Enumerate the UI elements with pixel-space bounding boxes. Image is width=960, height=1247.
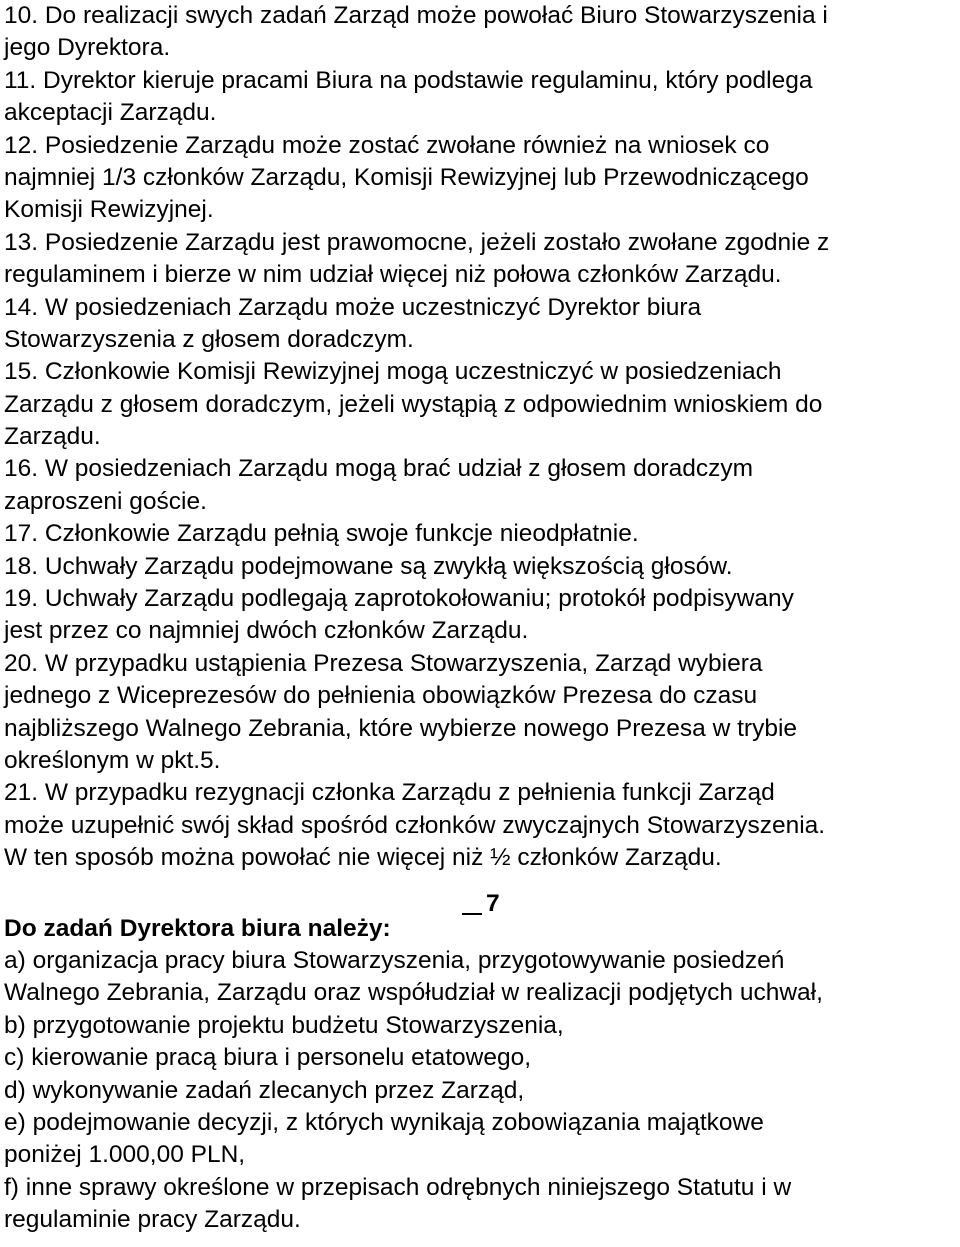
duty-item [4, 1010, 958, 1042]
numbered-point-line: 18. Uchwały Zarządu podejmowane są zwykłą większością głosów. [4, 552, 733, 580]
numbered-point-line: najmniej 1/3 członków Zarządu, Komisji Rewizyjnej lub Przewodniczącego [4, 163, 809, 191]
numbered-point [4, 0, 958, 65]
document-page [4, 0, 958, 1236]
duty-item-line: e) podejmowanie decyzji, z których wynikają zobowiązania majątkowe [4, 1108, 764, 1136]
numbered-point [4, 648, 958, 778]
numbered-point-line: określonym w pkt.5. [4, 746, 221, 774]
duty-item [4, 1107, 958, 1172]
numbered-point-line: jego Dyrektora. [4, 34, 171, 62]
duty-item-line: b) przygotowanie projektu budżetu Stowarzyszenia, [4, 1011, 564, 1039]
duty-item [4, 945, 958, 1010]
numbered-point-line: 12. Posiedzenie Zarządu może zostać zwołane również na wniosek co [4, 131, 770, 159]
numbered-point [4, 65, 958, 130]
numbered-point-line: 16. W posiedzeniach Zarządu mogą brać udział z głosem doradczym [4, 455, 753, 483]
numbered-point-line: regulaminem i bierze w nim udział więcej niż połowa członków Zarządu. [4, 261, 782, 289]
numbered-point-line: może uzupełnić swój skład spośród członków zwyczajnych Stowarzyszenia. [4, 811, 826, 839]
numbered-point [4, 518, 958, 550]
duties-list [4, 945, 958, 1237]
numbered-point-line: W ten sposób można powołać nie więcej niż ½ członków Zarządu. [4, 844, 722, 872]
duty-item [4, 1075, 958, 1107]
duty-item-line: f) inne sprawy określone w przepisach odrębnych niniejszego Statutu i w [4, 1173, 792, 1201]
numbered-point [4, 227, 958, 292]
section-heading: Do zadań Dyrektora biura należy: [4, 914, 391, 942]
numbered-point [4, 551, 958, 583]
numbered-point-line: 10. Do realizacji swych zadań Zarząd może powołać Biuro Stowarzyszenia i [4, 2, 828, 29]
duty-item-line: c) kierowanie pracą biura i personelu etatowego, [4, 1044, 532, 1072]
numbered-point-line: Zarządu. [4, 423, 101, 451]
numbered-point-line: jednego z Wiceprezesów do pełnienia obowiązków Prezesa do czasu [4, 682, 758, 710]
duty-item-line: a) organizacja pracy biura Stowarzyszenia, przygotowywanie posiedzeń [4, 946, 785, 974]
numbered-point-line: 21. W przypadku rezygnacji członka Zarządu z pełnienia funkcji Zarząd [4, 779, 775, 807]
numbered-point-line: Stowarzyszenia z głosem doradczym. [4, 325, 414, 353]
numbered-point [4, 356, 958, 453]
duty-item-line: regulaminie pracy Zarządu. [4, 1206, 301, 1234]
duty-item [4, 1172, 958, 1237]
numbered-point [4, 130, 958, 227]
numbered-point-line: 11. Dyrektor kieruje pracami Biura na podstawie regulaminu, który podlega [4, 66, 813, 94]
duty-item-line: Walnego Zebrania, Zarządu oraz współudział w realizacji podjętych uchwał, [4, 979, 823, 1007]
numbered-point-line: 19. Uchwały Zarządu podlegają zaprotokołowaniu; protokół podpisywany [4, 585, 794, 613]
numbered-point-line: 17. Członkowie Zarządu pełnią swoje funkcje nieodpłatnie. [4, 520, 639, 548]
numbered-point-line: 13. Posiedzenie Zarządu jest prawomocne, jeżeli zostało zwołane zgodnie z [4, 228, 830, 256]
numbered-point [4, 292, 958, 357]
numbered-point-line: Komisji Rewizyjnej. [4, 196, 214, 224]
duty-item-line: poniżej 1.000,00 PLN, [4, 1141, 246, 1169]
duty-item [4, 1042, 958, 1074]
numbered-point-line: 14. W posiedzeniach Zarządu może uczestniczyć Dyrektor biura [4, 293, 702, 321]
numbered-point-line: 15. Członkowie Komisji Rewizyjnej mogą uczestniczyć w posiedzeniach [4, 358, 782, 386]
points-list [4, 0, 958, 875]
numbered-point [4, 583, 958, 648]
numbered-point-line: Zarządu z głosem doradczym, jeżeli wystąpią z odpowiednim wnioskiem do [4, 390, 823, 418]
numbered-point-line: najbliższego Walnego Zebrania, które wybierze nowego Prezesa w trybie [4, 714, 798, 742]
numbered-point-line: akceptacji Zarządu. [4, 99, 217, 127]
numbered-point-line: zaproszeni goście. [4, 487, 207, 515]
numbered-point-line: jest przez co najmniej dwóch członków Zarządu. [4, 617, 529, 645]
duty-item-line: d) wykonywanie zadań zlecanych przez Zarząd, [4, 1076, 525, 1104]
section-number: 7 [486, 889, 500, 917]
numbered-point [4, 453, 958, 518]
numbered-point-line: 20. W przypadku ustąpienia Prezesa Stowarzyszenia, Zarząd wybiera [4, 649, 763, 677]
numbered-point [4, 777, 958, 874]
paragraph-sign-icon [462, 883, 482, 915]
